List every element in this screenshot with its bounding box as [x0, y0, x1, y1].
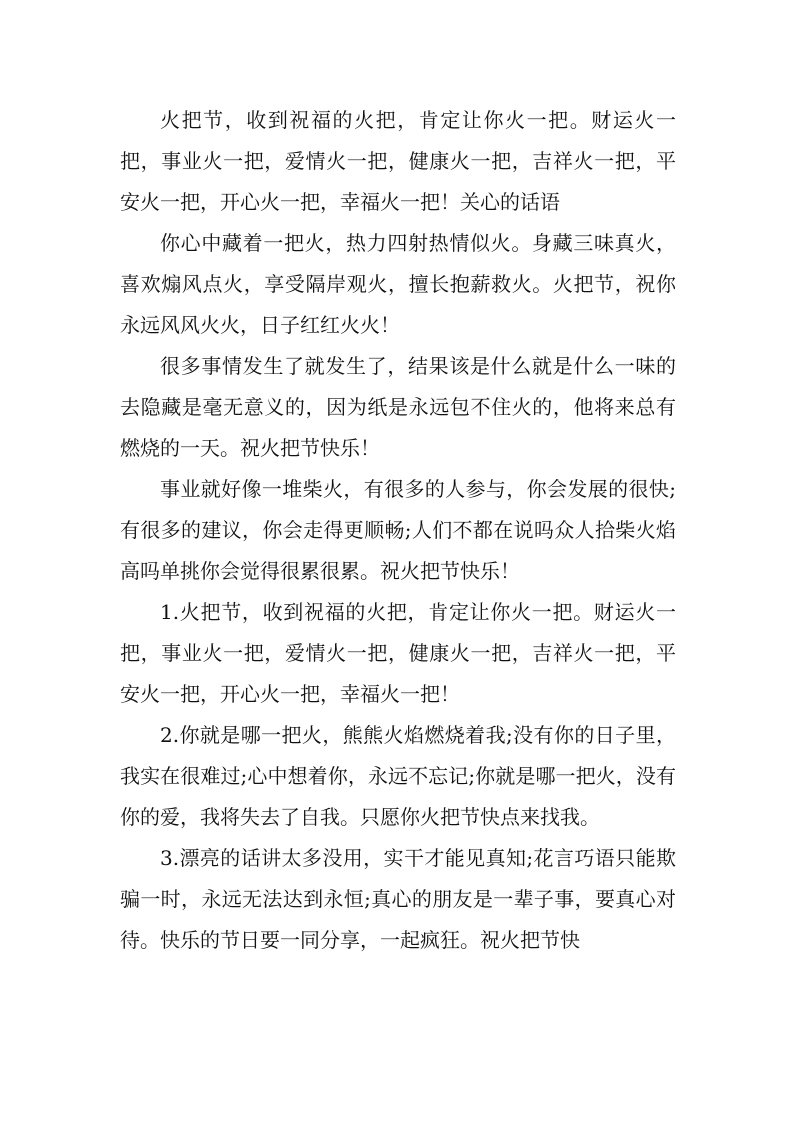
paragraph-5: 1.火把节，收到祝福的火把，肯定让你火一把。财运火一把，事业火一把，爱情火一把，健康火一把，吉祥火一把，平安火一把，开心火一把，幸福火一把！ [120, 600, 676, 706]
paragraph-4: 事业就好像一堆柴火，有很多的人参与，你会发展的很快;有很多的建议，你会走得更顺畅;人们不都在说吗众人拾柴火焰高吗单挑你会觉得很累很累。祝火把节快乐！ [120, 477, 676, 583]
paragraph-2: 你心中藏着一把火，热力四射热情似火。身藏三味真火，喜欢煽风点火，享受隔岸观火，擅长抱薪救火。火把节，祝你永远风风火火，日子红红火火！ [120, 231, 676, 337]
paragraph-3: 很多事情发生了就发生了，结果该是什么就是什么一味的去隐藏是毫无意义的，因为纸是永远包不住火的，他将来总有燃烧的一天。祝火把节快乐！ [120, 354, 676, 460]
paragraph-6: 2.你就是哪一把火，熊熊火焰燃烧着我;没有你的日子里，我实在很难过;心中想着你，永远不忘记;你就是哪一把火，没有你的爱，我将失去了自我。只愿你火把节快点来找我。 [120, 723, 676, 829]
paragraph-7: 3.漂亮的话讲太多没用，实干才能见真知;花言巧语只能欺骗一时，永远无法达到永恒;真心的朋友是一辈子事，要真心对待。快乐的节日要一同分享，一起疯狂。祝火把节快 [120, 846, 676, 952]
document-body [120, 100, 676, 961]
paragraph-1: 火把节，收到祝福的火把，肯定让你火一把。财运火一把，事业火一把，爱情火一把，健康火一把，吉祥火一把，平安火一把，开心火一把，幸福火一把！关心的话语 [120, 108, 676, 214]
